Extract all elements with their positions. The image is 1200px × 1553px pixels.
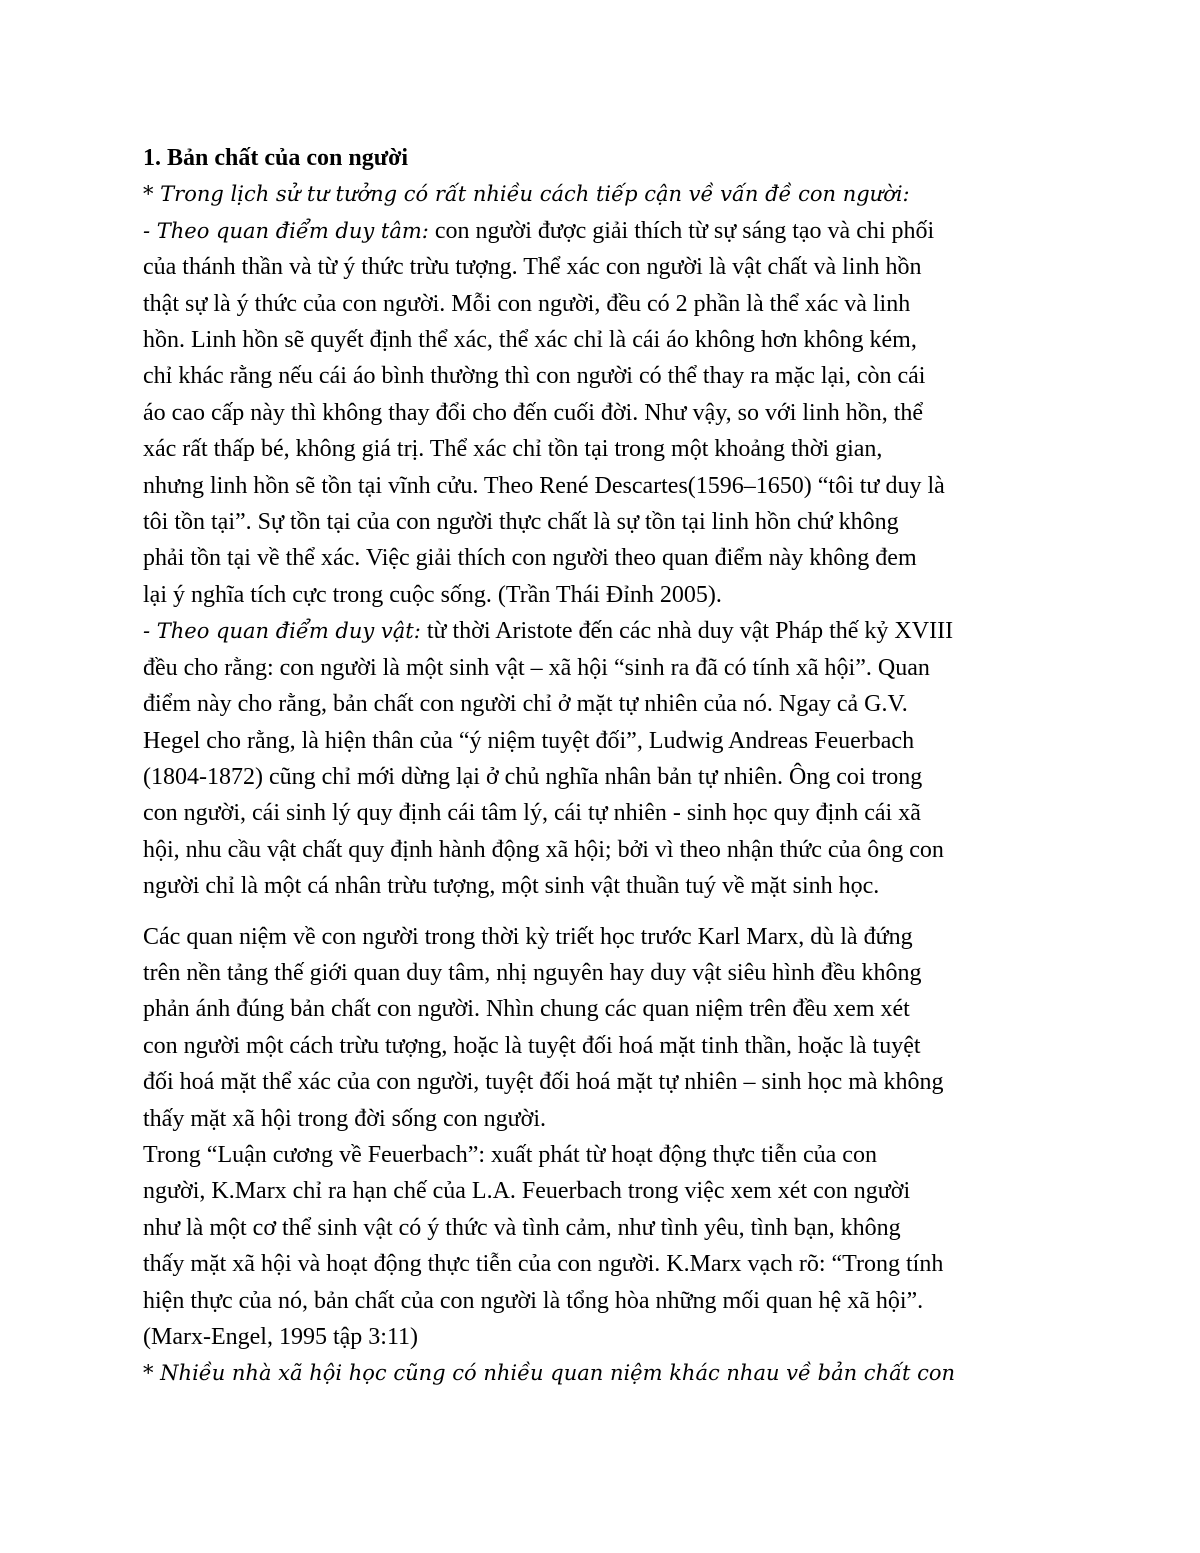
idealist-line: của thánh thần và từ ý thức trừu tượng. Thể xác con người là vật chất và linh hồn	[143, 254, 922, 281]
materialist-line: hội, nhu cầu vật chất quy định hành động xã hội; bởi vì theo nhận thức của ông con	[143, 836, 944, 863]
feuerbach-line: hiện thực của nó, bản chất của con người là tổng hòa những mối quan hệ xã hội”.	[143, 1287, 924, 1314]
idealist-line: lại ý nghĩa tích cực trong cuộc sống. (Trần Thái Đỉnh 2005).	[143, 581, 722, 608]
intro-line: * Trong lịch sử tư tưởng có rất nhiều cách tiếp cận về vấn đề con người:	[143, 182, 910, 207]
materialist-label: - Theo quan điểm duy vật:	[143, 619, 421, 644]
materialist-line	[143, 613, 1068, 649]
section-title: 1. Bản chất của con người	[143, 145, 409, 171]
materialist-line: đều cho rằng: con người là một sinh vật – xã hội “sinh ra đã có tính xã hội”. Quan	[143, 654, 930, 681]
idealist-line: chỉ khác rằng nếu cái áo bình thường thì con người có thể thay ra mặc lại, còn cái	[143, 363, 926, 390]
idealist-line: áo cao cấp này thì không thay đổi cho đến cuối đời. Như vậy, so với linh hồn, thể	[143, 399, 924, 426]
materialist-line: người chỉ là một cá nhân trừu tượng, một sinh vật thuần tuý về mặt sinh học.	[143, 873, 880, 900]
idealist-line	[143, 213, 1068, 249]
materialist-line: điểm này cho rằng, bản chất con người chỉ ở mặt tự nhiên của nó. Ngay cả G.V.	[143, 691, 908, 718]
idealist-line: nhưng linh hồn sẽ tồn tại vĩnh cửu. Theo René Descartes(1596–1650) “tôi tư duy là	[143, 472, 945, 499]
materialist-line: Hegel cho rằng, là hiện thân của “ý niệm tuyệt đối”, Ludwig Andreas Feuerbach	[143, 727, 915, 754]
idealist-label: - Theo quan điểm duy tâm:	[143, 218, 429, 243]
idealist-line: xác rất thấp bé, không giá trị. Thể xác chỉ tồn tại trong một khoảng thời gian,	[143, 436, 883, 463]
pre-marx-line: con người một cách trừu tượng, hoặc là tuyệt đối hoá mặt tinh thần, hoặc là tuyệt	[143, 1032, 921, 1059]
feuerbach-line: như là một cơ thể sinh vật có ý thức và tình cảm, như tình yêu, tình bạn, không	[143, 1214, 901, 1241]
pre-marx-line: phản ánh đúng bản chất con người. Nhìn chung các quan niệm trên đều xem xét	[143, 996, 910, 1023]
pre-marx-line: trên nền tảng thế giới quan duy tâm, nhị nguyên hay duy vật siêu hình đều không	[143, 959, 922, 986]
pre-marx-line: thấy mặt xã hội trong đời sống con người.	[143, 1105, 547, 1132]
feuerbach-line: người, K.Marx chỉ ra hạn chế của L.A. Feuerbach trong việc xem xét con người	[143, 1178, 911, 1205]
idealist-line: tôi tồn tại”. Sự tồn tại của con người thực chất là sự tồn tại linh hồn chứ không	[143, 509, 899, 536]
closing-line: * Nhiều nhà xã hội học cũng có nhiều quan niệm khác nhau về bản chất con	[143, 1361, 955, 1386]
paragraph-gap	[143, 905, 1068, 919]
feuerbach-line: Trong “Luận cương về Feuerbach”: xuất phát từ hoạt động thực tiễn của con	[143, 1141, 877, 1168]
feuerbach-line: thấy mặt xã hội và hoạt động thực tiễn của con người. K.Marx vạch rõ: “Trong tính	[143, 1251, 944, 1278]
materialist-line: con người, cái sinh lý quy định cái tâm lý, cái tự nhiên - sinh học quy định cái xã	[143, 800, 921, 827]
idealist-line: thật sự là ý thức của con người. Mỗi con người, đều có 2 phần là thể xác và linh	[143, 290, 911, 317]
pre-marx-line: Các quan niệm về con người trong thời kỳ triết học trước Karl Marx, dù là đứng	[143, 923, 913, 950]
materialist-line: (1804-1872) cũng chỉ mới dừng lại ở chủ nghĩa nhân bản tự nhiên. Ông coi trong	[143, 763, 923, 790]
document-page	[143, 140, 1068, 1392]
idealist-text: con người được giải thích từ sự sáng tạo và chi phối	[428, 217, 935, 244]
idealist-line: phải tồn tại về thể xác. Việc giải thích con người theo quan điểm này không đem	[143, 545, 917, 572]
materialist-text: từ thời Aristote đến các nhà duy vật Pháp thế kỷ XVIII	[420, 618, 954, 645]
feuerbach-line: (Marx-Engel, 1995 tập 3:11)	[143, 1324, 419, 1350]
pre-marx-line: đối hoá mặt thể xác của con người, tuyệt đối hoá mặt tự nhiên – sinh học mà không	[143, 1069, 944, 1096]
idealist-line: hồn. Linh hồn sẽ quyết định thể xác, thể xác chỉ là cái áo không hơn không kém,	[143, 327, 917, 354]
